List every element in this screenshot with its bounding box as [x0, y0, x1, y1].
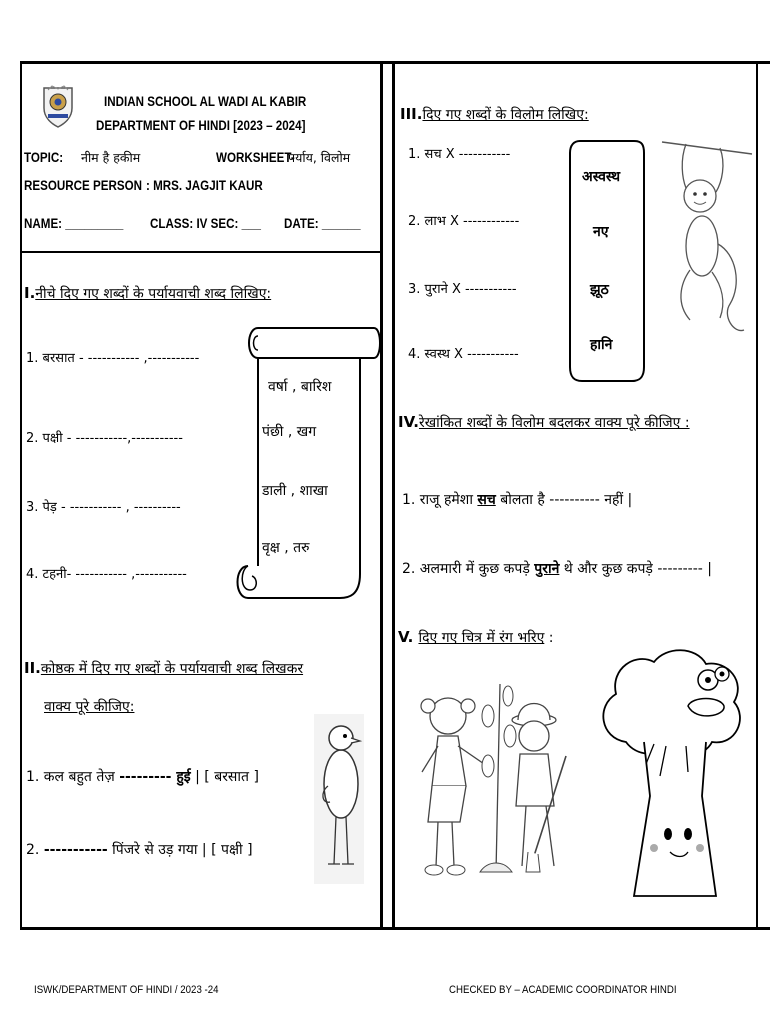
scroll-word-3: डाली , शाखा	[262, 483, 328, 499]
date-field: DATE: ______	[284, 216, 361, 231]
section2-title-line1: कोष्ठक में दिए गए शब्दों के पर्यायवाची शब्द लिखकर	[40, 661, 304, 677]
frame-right-line	[756, 61, 758, 930]
section1-item-4: 4. टहनी- ----------- ,-----------	[26, 567, 187, 582]
s4-sentence2-part-b: थे और कुछ कपड़े --------- |	[559, 561, 712, 577]
section2-title-line2: वाक्य पूरे कीजिए:	[44, 699, 135, 715]
section5-suffix: :	[544, 630, 554, 646]
section2-heading	[24, 658, 303, 678]
box-word-4: हानि	[590, 337, 613, 353]
sentence2-part-b: पिंजरे से उड़ गया | [ पक्षी ]	[107, 842, 253, 858]
section5-title: दिए गए चित्र में रंग भरिए	[418, 630, 545, 646]
section3-item-2: 2. लाभ X ------------	[408, 214, 520, 229]
section3-number: III.	[400, 105, 423, 123]
scroll-word-1: वर्षा , बारिश	[268, 379, 332, 395]
scroll-word-4: वृक्ष , तरु	[262, 540, 310, 556]
name-field: NAME: _________	[24, 216, 124, 231]
footer-right: CHECKED BY – ACADEMIC COORDINATOR HINDI	[449, 984, 677, 996]
scroll-word-2: पंछी , खग	[262, 424, 317, 440]
monkey-illustration	[660, 134, 754, 350]
s4-sentence1-underlined: सच	[477, 492, 496, 508]
section5-heading	[398, 627, 553, 647]
section3-heading	[400, 104, 589, 124]
worksheet-value: पर्याय, विलोम	[288, 150, 351, 165]
box-word-1: अस्वस्थ	[582, 169, 621, 185]
s4-sentence1-part-b: बोलता है ---------- नहीं |	[495, 492, 633, 508]
header-separator-line	[20, 251, 382, 253]
topic-value: नीम है हकीम	[81, 150, 141, 165]
tree-with-bird-illustration	[596, 646, 748, 902]
frame-top-line	[20, 61, 770, 64]
class-field: CLASS: IV SEC: ___	[150, 216, 261, 231]
box-word-2: नए	[593, 224, 609, 240]
footer-left: ISWK/DEPARTMENT OF HINDI / 2023 -24	[34, 984, 219, 996]
section3-title: दिए गए शब्दों के विलोम लिखिए:	[422, 107, 589, 123]
section2-sentence-1	[26, 767, 259, 786]
s4-sentence2-part-a: 2. अलमारी में कुछ कपड़े	[402, 561, 535, 577]
section4-sentence-1	[402, 490, 632, 509]
frame-bottom-line	[20, 927, 770, 930]
topic-label: TOPIC:	[24, 150, 64, 165]
resource-person-label: RESOURCE PERSON	[24, 178, 143, 193]
resource-person-value: : MRS. JAGJIT KAUR	[146, 178, 263, 193]
section3-item-3: 3. पुराने X -----------	[408, 282, 517, 297]
sentence2-part-a: 2.	[26, 842, 44, 858]
s4-sentence1-part-a: 1. राजू हमेशा	[402, 492, 478, 508]
section2-sentence-2	[26, 840, 253, 859]
box-word-3: झूठ	[590, 282, 609, 298]
bird-illustration	[314, 714, 364, 884]
section4-sentence-2	[402, 559, 712, 578]
section3-item-1: 1. सच X -----------	[408, 147, 511, 162]
section1-item-2: 2. पक्षी - -----------,-----------	[26, 431, 183, 446]
section1-number: I.	[24, 284, 36, 302]
sentence1-blank: ---------	[119, 769, 172, 785]
sentence1-part-a: 1. कल बहुत तेज़	[26, 769, 120, 785]
s4-sentence2-underlined: पुराने	[534, 561, 560, 577]
section4-heading	[398, 412, 690, 432]
department-title: DEPARTMENT OF HINDI [2023 – 2024]	[96, 118, 306, 133]
worksheet-label: WORKSHEET-	[216, 150, 295, 165]
school-name: INDIAN SCHOOL AL WADI AL KABIR	[104, 94, 307, 109]
section1-item-1: 1. बरसात - ----------- ,-----------	[26, 351, 200, 366]
section2-number: II.	[24, 659, 41, 677]
section1-title: नीचे दिए गए शब्दों के पर्यायवाची शब्द लिखिए:	[35, 286, 272, 302]
section3-item-4: 4. स्वस्थ X -----------	[408, 347, 519, 362]
sentence1-part-b: हुई	[171, 769, 191, 785]
children-planting-illustration	[408, 676, 584, 884]
section4-number: IV.	[398, 413, 419, 431]
frame-left-line	[20, 61, 22, 930]
word-scroll-image	[228, 322, 384, 602]
sentence2-blank: -----------	[43, 842, 108, 858]
section5-number: V.	[398, 628, 414, 646]
section1-heading	[24, 283, 271, 303]
section4-title: रेखांकित शब्दों के विलोम बदलकर वाक्य पूरे कीजिए :	[418, 415, 690, 431]
sentence1-part-c: | [ बरसात ]	[190, 769, 259, 785]
column-divider-right	[392, 61, 395, 930]
section1-item-3: 3. पेड़ - ----------- , ----------	[26, 500, 181, 515]
school-logo	[38, 84, 78, 128]
